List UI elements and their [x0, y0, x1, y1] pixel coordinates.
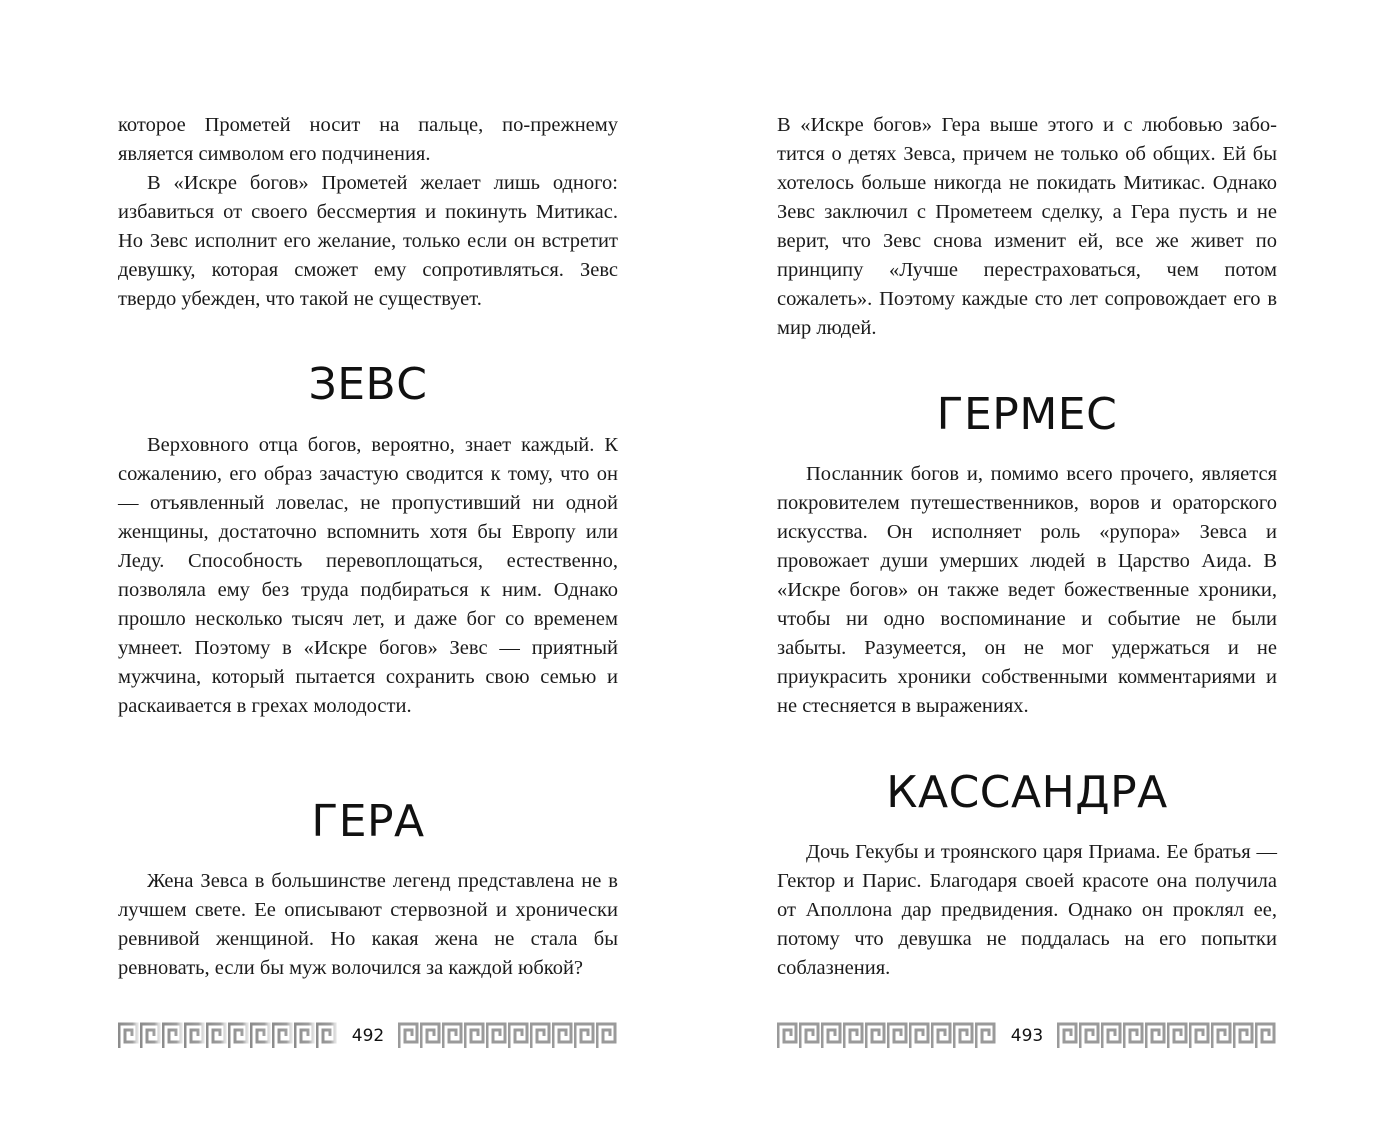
section-heading-zeus: ЗЕВС [308, 359, 428, 410]
right-page [777, 0, 1277, 1125]
greek-key-ornament-left [777, 1022, 997, 1050]
body-paragraph: которое Прометей носит на пальце, по-прежнему является символом его подчинения. [118, 114, 618, 165]
left-page [118, 0, 618, 1125]
greek-key-ornament-right [398, 1022, 618, 1050]
page-number: 493 [1010, 1026, 1044, 1046]
page-footer [118, 1019, 618, 1053]
section-heading-cassandra: КАССАНДРА [886, 767, 1168, 818]
greek-key-ornament-left [118, 1022, 338, 1050]
body-paragraph: В «Искре богов» Прометей желает лишь одного: избавиться от своего бессмертия и покинуть Митикас. Но Зевс исполнит его желание, только если он встретит девушку, которая сможет ему сопротивляться. Зевс твердо убежден, что такой не существует. [118, 172, 618, 310]
section-text-hera: Жена Зевса в большинстве легенд представлена не в лучшем свете. Ее описывают стервозной и хронически ревнивой женщиной. Но какая жена не стала бы ревновать, если бы муж волочился за каждой юбкой? [118, 870, 618, 979]
section-text-cassandra: Дочь Гекубы и троянского царя Приама. Ее братья — Гектор и Парис. Благодаря своей красоте она получила от Аполлона дар предвидения. Однако он проклял ее, потому что девушка не поддалась на его попытки соблазнения. [777, 841, 1277, 979]
page-number: 492 [351, 1026, 385, 1046]
section-heading-hera: ГЕРА [311, 796, 425, 847]
greek-key-ornament-right [1057, 1022, 1277, 1050]
section-heading-hermes: ГЕРМЕС [936, 389, 1118, 440]
page-footer [777, 1019, 1277, 1053]
section-text-hermes: Посланник богов и, помимо всего прочего, является покровителем путешественников, воров и ораторского искусства. Он исполняет роль «рупора» Зевса и провожает души умерших людей в Царство Аида. В «Искре богов» он также ведет божественные хроники, чтобы ни одно воспоминание и событие не были забыты. Разумеется, он не мог удержаться и не приукрасить хроники собственными комментариями и не стесняется в выражениях. [777, 463, 1277, 717]
section-text-zeus: Верховного отца богов, вероятно, знает каждый. К сожалению, его образ зачастую сводится к тому, что он — отъявленный ловелас, не пропустивший ни одной женщины, достаточно вспомнить хотя бы Европу или Леду. Способность перевоплощаться, естественно, позволяла ему без труда подбираться к ним. Однако прошло несколько тысяч лет, и даже бог со временем умнеет. Поэтому в «Искре богов» Зевс — приятный мужчина, который пытается сохранить свою семью и раскаивается в грехах молодости. [118, 434, 618, 717]
body-paragraph: В «Искре богов» Гера выше этого и с любовью заботится о детях Зевса, причем не только об общих. Ей бы хотелось больше никогда не покидать Митикас. Однако Зевс заключил с Прометеем сделку, а Гера пусть и не верит, что Зевс снова изменит ей, все же живет по принципу «Лучше перестраховаться, чем потом сожалеть». Поэтому каждые сто лет сопровождает его в мир людей. [777, 114, 1277, 339]
